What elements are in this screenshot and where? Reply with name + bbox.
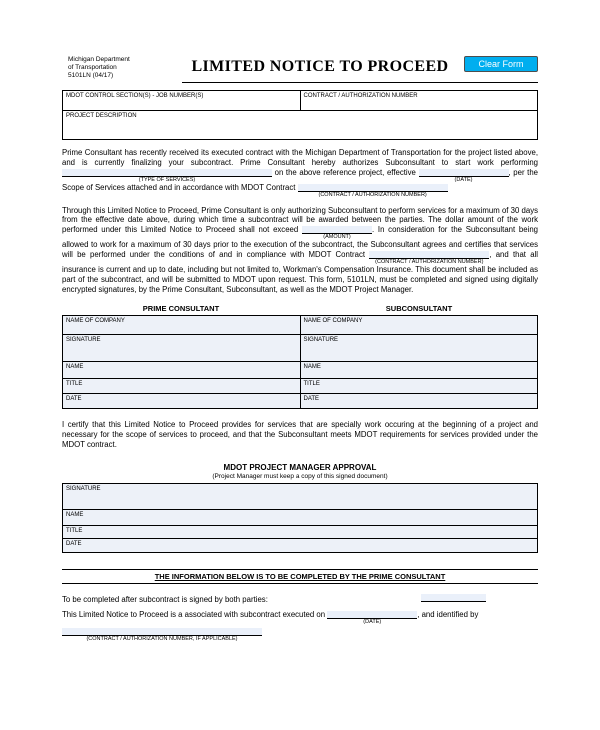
approval-section-subtitle: (Project Manager must keep a copy of this signed document): [212, 472, 388, 480]
subconsultant-header: SUBCONSULTANT: [385, 304, 453, 314]
field-contract-authorization-number[interactable]: [300, 91, 538, 110]
field-prime-title[interactable]: [63, 379, 300, 393]
field-compliance-contract-number[interactable]: [369, 251, 489, 265]
field-label: NAME: [303, 364, 321, 371]
bottom-line2-text1: This Limited Notice to Proceed is a associated with subcontract executed on: [62, 609, 326, 619]
form-code: 5101LN (04/17): [68, 72, 114, 79]
paragraph-authorization: [62, 148, 538, 198]
paragraph-terms: [62, 206, 538, 295]
blank-line: [327, 611, 417, 619]
bottom-line-3: [62, 628, 538, 643]
clear-button-area: [460, 56, 538, 72]
field-amount[interactable]: [302, 226, 372, 240]
field-executed-date[interactable]: [327, 611, 417, 625]
field-label: SIGNATURE: [66, 485, 101, 492]
paragraph-certification: [62, 420, 538, 449]
field-label: NAME: [66, 364, 84, 371]
bottom-line-1: [62, 594, 538, 604]
field-label: TITLE: [303, 381, 320, 388]
field-label: SIGNATURE: [66, 337, 101, 344]
table-row: [63, 379, 537, 394]
clear-form-button[interactable]: Clear Form: [464, 56, 538, 72]
project-description-label: PROJECT DESCRIPTION: [66, 113, 137, 119]
field-prime-company-name[interactable]: [63, 316, 300, 334]
blank-line: [62, 169, 272, 177]
field-label: NAME: [66, 511, 84, 518]
field-sub-title[interactable]: [300, 379, 538, 393]
para2-text3: , and that all insurance is current and up to date, including but not limited to, Workman's Compensation Insurance. This document shall be included as part of the subcontract, and will be submitted to MDOT upon request. This form, 5101LN, must be completed and signed using digitally encrypted signatures, by the Prime Consultant, Subconsultant, as well as the MDOT Project Manager.: [62, 249, 538, 294]
field-label: NAME OF COMPANY: [303, 318, 363, 325]
agency-block: [62, 56, 180, 80]
caption-contract-number: (CONTRACT / AUTHORIZATION NUMBER): [318, 191, 427, 198]
bottom-line-2: [62, 610, 538, 625]
field-effective-date[interactable]: [419, 169, 509, 183]
field-control-section-job-number[interactable]: [63, 91, 300, 110]
table-row: [63, 394, 537, 408]
table-row: [63, 335, 537, 362]
para2-text1: Through this Limited Notice to Proceed, Prime Consultant is only authorizing Subconsultant to perform services for a maximum of 30 days from the effective date above, during which time a subcontract will be awarded between the parties. The dollar amount of the work performed under this Limited Notice to Proceed shall not exceed: [62, 205, 538, 235]
agency-line2: of Transportation: [68, 64, 117, 71]
field-mdot-contract-number[interactable]: [298, 184, 448, 198]
field-sub-date[interactable]: [300, 394, 538, 408]
field-pm-signature[interactable]: [63, 484, 537, 510]
field-prime-date[interactable]: [63, 394, 300, 408]
signature-column-headers: [62, 304, 538, 313]
table-row: [63, 316, 537, 335]
header-rule: [182, 82, 538, 83]
page-title: LIMITED NOTICE TO PROCEED: [191, 58, 449, 75]
field-both-parties-blank[interactable]: [421, 594, 486, 602]
prime-consultant-banner: THE INFORMATION BELOW IS TO BE COMPLETED BY THE PRIME CONSULTANT: [62, 569, 538, 584]
field-type-of-services[interactable]: [62, 169, 272, 183]
field-label: DATE: [66, 396, 82, 403]
field-sub-signature[interactable]: [300, 335, 538, 361]
field-label: TITLE: [66, 527, 83, 534]
control-section-label: MDOT CONTROL SECTION(S) - JOB NUMBER(S): [66, 93, 204, 99]
bottom-line1-text: To be completed after subcontract is signed by both parties:: [62, 594, 268, 604]
table-row: [63, 362, 537, 379]
blank-line: [369, 251, 489, 259]
para2-text2: . In consideration for the Subconsultant being allowed to work for a maximum of 30 days prior to the execution of the subcontract, the Subconsultant agrees and certifies that services will be performed under the conditions of and in compliance with MDOT Contract: [62, 225, 538, 259]
field-label: TITLE: [66, 381, 83, 388]
project-info-table: [62, 90, 538, 140]
caption-contract-number-2: (CONTRACT / AUTHORIZATION NUMBER): [375, 258, 484, 265]
blank-line: [298, 184, 448, 192]
field-label: DATE: [66, 540, 82, 547]
para1-text1: Prime Consultant has recently received its executed contract with the Michigan Department of Transportation for the project listed above, and is currently finalizing your subcontract. Prime Consultant hereby authorizes Subconsultant to start work performing: [62, 148, 538, 167]
field-label: DATE: [303, 396, 320, 403]
field-project-description[interactable]: [63, 111, 537, 139]
field-label: NAME OF COMPANY: [66, 318, 125, 325]
caption-executed-date: (DATE): [363, 618, 382, 625]
caption-date: (DATE): [454, 176, 473, 183]
certify-text: I certify that this Limited Notice to Proceed provides for services that are specially work occuring at the beginning of a project and necessary for the scope of services to proceed, and that the Subconsultant meets MDOT requirements for services provided under the MDOT contract.: [62, 420, 538, 449]
agency-line1: Michigan Department: [68, 56, 130, 63]
approval-section-title: MDOT PROJECT MANAGER APPROVAL: [223, 462, 377, 472]
field-pm-name[interactable]: [63, 510, 537, 526]
caption-amount: (AMOUNT): [323, 234, 351, 241]
caption-type-of-services: (TYPE OF SERVICES): [138, 176, 196, 183]
blank-line: [302, 226, 372, 234]
signature-table: [62, 315, 538, 409]
caption-contract-if-applicable: (CONTRACT / AUTHORIZATION NUMBER, IF APPLICABLE): [86, 635, 238, 642]
para1-text2: on the above reference project, effective: [274, 167, 416, 177]
approval-table: [62, 483, 538, 553]
prime-consultant-header: PRIME CONSULTANT: [142, 304, 220, 314]
bottom-line2-text2: , and identified by: [417, 609, 479, 619]
contract-number-label: CONTRACT / AUTHORIZATION NUMBER: [303, 93, 418, 99]
form-header: [62, 56, 538, 80]
field-sub-name[interactable]: [300, 362, 538, 378]
field-pm-date[interactable]: [63, 539, 537, 552]
field-identifying-contract-number[interactable]: [62, 628, 262, 636]
para1-text3: , per the Scope of Services attached and in accordance with MDOT Contract: [62, 167, 539, 192]
field-sub-company-name[interactable]: [300, 316, 538, 334]
field-pm-title[interactable]: [63, 526, 537, 539]
blank-line: [419, 169, 509, 177]
field-label: SIGNATURE: [303, 337, 339, 344]
field-prime-name[interactable]: [63, 362, 300, 378]
field-prime-signature[interactable]: [63, 335, 300, 361]
project-info-row: [63, 91, 537, 111]
